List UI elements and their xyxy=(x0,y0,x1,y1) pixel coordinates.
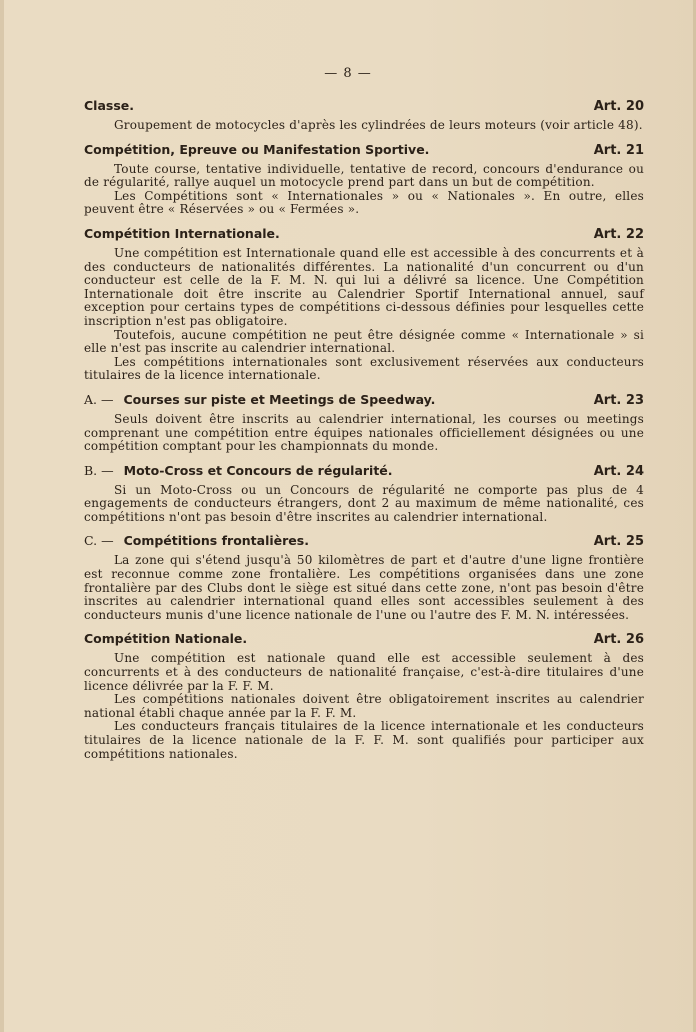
article-section xyxy=(84,142,644,217)
section-title: Moto-Cross et Concours de régularité. xyxy=(123,462,393,478)
section-paragraph: Les Compétitions sont « Internationales » ou « Nationales ». En outre, elles peuvent être « Réservées » ou « Fermées ». xyxy=(84,188,644,217)
section-title: Compétition, Epreuve ou Manifestation Sportive. xyxy=(84,141,430,157)
section-title: Courses sur piste et Meetings de Speedway. xyxy=(123,391,436,407)
section-heading-left xyxy=(84,98,134,113)
section-heading-left xyxy=(84,392,435,407)
section-heading xyxy=(84,226,644,242)
section-lead: C. — xyxy=(84,533,114,549)
section-title: Classe. xyxy=(84,98,134,113)
article-number: Art. 20 xyxy=(593,99,644,114)
section-paragraph: Les compétitions nationales doivent être obligatoirement inscrites au calendrier national établi chaque année par la F. F. M. xyxy=(84,692,644,720)
section-heading xyxy=(84,392,644,408)
page-number: — 8 — xyxy=(324,66,372,81)
section-paragraph: Groupement de motocycles d'après les cylindrées de leurs moteurs (voir article 48). xyxy=(114,118,643,132)
section-heading xyxy=(84,631,644,647)
document-body xyxy=(84,98,644,770)
article-section xyxy=(84,226,644,383)
article-number: Art. 24 xyxy=(593,463,644,479)
article-section xyxy=(84,98,644,133)
section-heading xyxy=(84,142,644,158)
section-title: Compétition Nationale. xyxy=(84,631,248,647)
section-paragraph: Seuls doivent être inscrits au calendrier international, les courses ou meetings comprenant une compétition entre équipes nationales officiellement désignées ou une compétition comptant pour les championnats du monde. xyxy=(84,411,644,454)
section-lead: A. — xyxy=(84,391,114,407)
article-section xyxy=(84,533,644,622)
section-paragraph: Les compétitions internationales sont exclusivement réservées aux conducteurs titulaires de la licence internationale. xyxy=(84,354,644,383)
section-heading-left xyxy=(84,463,393,478)
section-paragraph: Si un Moto-Cross ou un Concours de régularité ne comporte pas plus de 4 engagements de conducteurs étrangers, dont 2 au maximum de même nationalité, ces compétitions n'ont pas besoin d'être inscrites au calendrier international. xyxy=(84,482,644,524)
section-heading-left xyxy=(84,142,429,157)
section-heading-left xyxy=(84,226,280,241)
section-heading-left xyxy=(84,533,309,548)
section-lead: B. — xyxy=(84,462,114,478)
article-number: Art. 26 xyxy=(593,632,644,648)
section-title: Compétitions frontalières. xyxy=(123,533,309,549)
section-paragraph: Une compétition est Internationale quand elle est accessible à des concurrents et à des conducteurs de nationalités différentes. La nationalité d'un concurrent ou d'un conducteur est celle de la F. M. N. qui lui a délivré sa licence. Une Compétition Internationale doit être inscrite au Calendrier Sportif International annuel, sauf exception pour certains types de compétitions ci-dessous définies pour lesquelles cette inscription n'est pas obligatoire. xyxy=(84,245,644,328)
article-number: Art. 21 xyxy=(593,142,644,158)
article-section xyxy=(84,392,644,454)
article-section xyxy=(84,463,644,525)
section-heading-left xyxy=(84,631,247,646)
section-paragraph: Les conducteurs français titulaires de la licence internationale et les conducteurs titulaires de la licence nationale de la F. F. M. sont qualifiés pour participer aux compétitions nationales. xyxy=(84,719,644,761)
section-paragraph: Toute course, tentative individuelle, tentative de record, concours d'endurance ou de régularité, rallye auquel un motocycle prend part dans un but de compétition. xyxy=(84,161,644,190)
article-number: Art. 25 xyxy=(593,534,644,550)
article-section xyxy=(84,631,644,761)
section-heading xyxy=(84,463,644,479)
section-paragraph: Une compétition est nationale quand elle est accessible seulement à des concurrents et à des conducteurs de nationalité française, c'est-à-dire titulaires d'une licence délivrée par la F. F. M. xyxy=(84,651,644,693)
section-paragraph: Toutefois, aucune compétition ne peut être désignée comme « Internationale » si elle n'est pas inscrite au calendrier international. xyxy=(84,327,644,356)
section-heading xyxy=(84,533,644,549)
article-number: Art. 23 xyxy=(593,392,644,408)
section-paragraph: La zone qui s'étend jusqu'à 50 kilomètres de part et d'autre d'une ligne frontière est reconnue comme zone frontalière. Les compétitions organisées dans une zone frontalière par des Clubs dont le siège est situé dans cette zone, n'ont pas besoin d'être inscrites au calendrier international quand elles sont accessibles seulement à des conducteurs munis d'une licence nationale de l'une ou l'autre des F. M. N. intéressées. xyxy=(84,553,644,622)
article-number: Art. 22 xyxy=(593,226,644,242)
section-title: Compétition Internationale. xyxy=(84,225,280,241)
section-heading xyxy=(84,98,644,114)
